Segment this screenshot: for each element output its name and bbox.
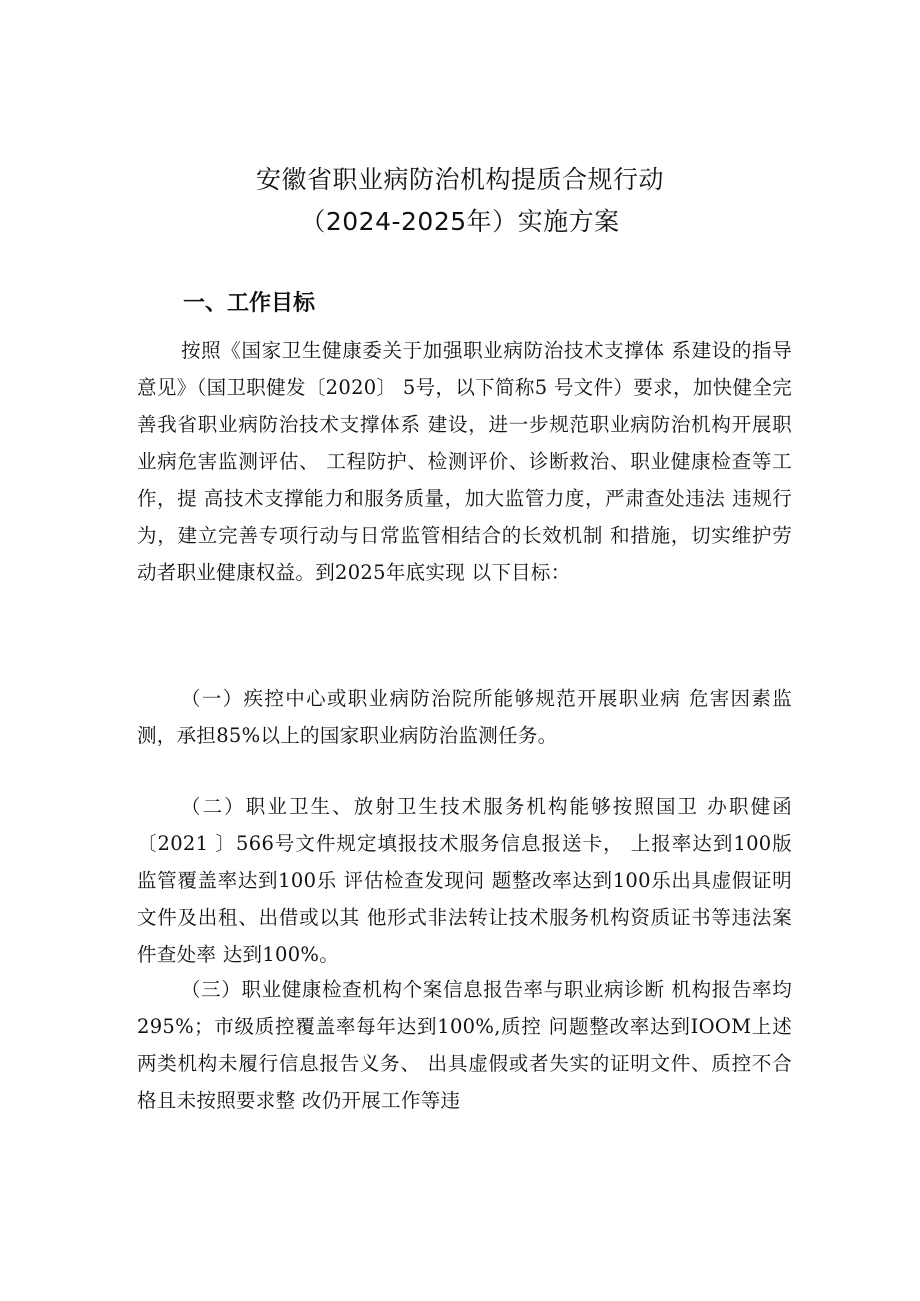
paragraph-goal-3: （三）职业健康检查机构个案信息报告率与职业病诊断 机构报告率均295%；市级质控覆盖率每年达到100%,质控 问题整改率达到IOOM上述两类机构未履行信息报告义务、 出具虚假或者失实的证明文件、质控不合格且未按照要求整 改仍开展工作等违 (137, 978, 792, 1112)
paragraph-goal-1: （一）疾控中心或职业病防治院所能够规范开展职业病 危害因素监测，承担85%以上的国家职业病防治监测任务。 (137, 687, 792, 747)
section-heading-work-goals: 一、工作目标 (183, 291, 316, 316)
paragraph-intro: 按照《国家卫生健康委关于加强职业病防治技术支撑体 系建设的指导意见》（国卫职健发〔2020〕 5号，以下简称5 号文件）要求，加快健全完善我省职业病防治技术支撑体系 建设，进一步规范职业病防治机构开展职业病危害监测评估、 工程防护、检测评价、诊断救治、职业健康检查等工作，提 高技术支撑能力和服务质量，加大监管力度，严肃查处违法 违规行为，建立完善专项行动与日常监管相结合的长效机制 和措施，切实维护劳动者职业健康权益。到2025年底实现 以下目标： (137, 339, 792, 584)
document-title-line2: （2024-2025年）实施方案 (300, 207, 620, 236)
paragraph-goal-2: （二）职业卫生、放射卫生技术服务机构能够按照国卫 办职健函〔2021 〕566号文件规定填报技术服务信息报送卡， 上报率达到100版 监管覆盖率达到100乐 评估检查发现问 题整改率达到100乐出具虚假证明文件及出租、出借或以其 他形式非法转让技术服务机构资质证书等违法案件查处率 达到100%。 (137, 795, 792, 966)
document-title-line1: 安徽省职业病防治机构提质合规行动 (255, 165, 664, 194)
